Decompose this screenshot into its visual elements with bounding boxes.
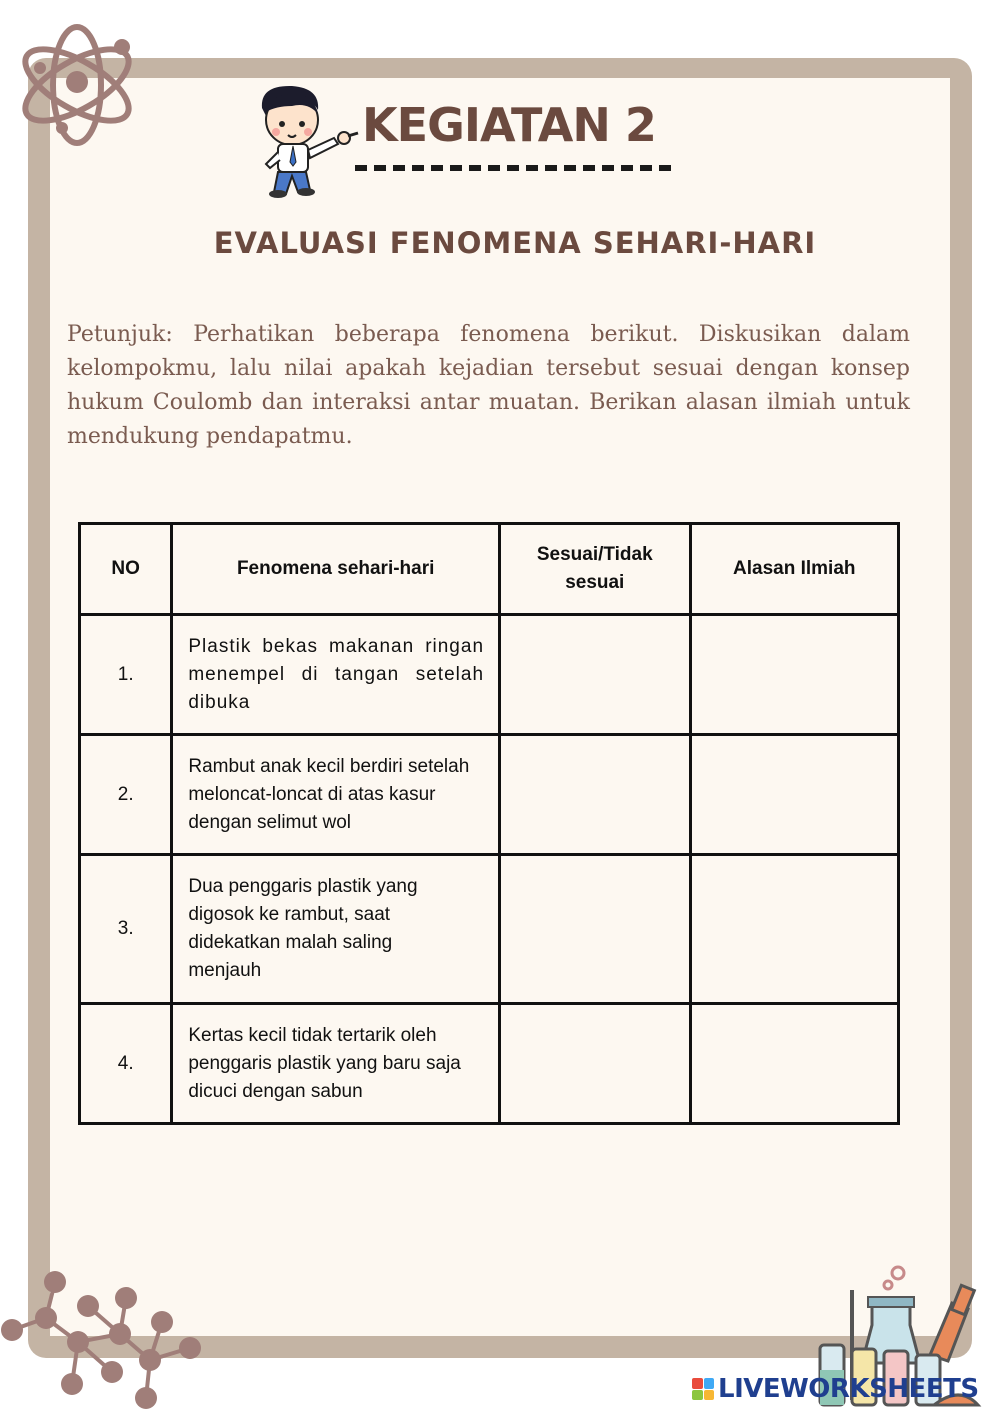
row-number: 3. <box>80 855 172 1004</box>
page-title: KEGIATAN 2 <box>362 98 656 152</box>
liveworksheets-watermark <box>692 1372 979 1406</box>
evaluation-table <box>78 522 900 1125</box>
row-number: 4. <box>80 1004 172 1124</box>
table-row <box>80 735 899 855</box>
header-fenomena: Fenomena sehari-hari <box>172 524 500 615</box>
brand-name: LIVEWORKSHEETS <box>718 1374 979 1404</box>
section-subtitle: EVALUASI FENOMENA SEHARI-HARI <box>213 226 817 260</box>
header-no: NO <box>80 524 172 615</box>
table-row <box>80 855 899 1004</box>
header-sesuai: Sesuai/Tidak sesuai <box>500 524 691 615</box>
fenomena-text: Dua penggaris plastik yang digosok ke rambut, saat didekatkan malah saling menjauh <box>172 855 500 1004</box>
alasan-answer-cell[interactable] <box>690 855 898 1004</box>
sesuai-answer-cell[interactable] <box>500 1004 691 1124</box>
instruction-text: Petunjuk: Perhatikan beberapa fenomena berikut. Diskusikan dalam kelompokmu, lalu nilai apakah kejadian tersebut sesuai dengan konsep hukum Coulomb dan interaksi antar muatan. Berikan alasan ilmiah untuk mendukung pendapatmu. <box>67 322 910 449</box>
row-number: 1. <box>80 615 172 735</box>
alasan-answer-cell[interactable] <box>690 735 898 855</box>
sesuai-answer-cell[interactable] <box>500 735 691 855</box>
row-number: 2. <box>80 735 172 855</box>
fenomena-text: Plastik bekas makanan ringan menempel di tangan setelah dibuka <box>172 615 500 735</box>
sesuai-answer-cell[interactable] <box>500 855 691 1004</box>
alasan-answer-cell[interactable] <box>690 1004 898 1124</box>
molecule-icon <box>0 1260 220 1414</box>
table-row <box>80 615 899 735</box>
sesuai-answer-cell[interactable] <box>500 615 691 735</box>
table-header-row <box>80 524 899 615</box>
fenomena-text: Rambut anak kecil berdiri setelah meloncat-loncat di atas kasur dengan selimut wol <box>172 735 500 855</box>
alasan-answer-cell[interactable] <box>690 615 898 735</box>
student-mascot-icon <box>252 80 362 200</box>
fenomena-text: Kertas kecil tidak tertarik oleh penggaris plastik yang baru saja dicuci dengan sabun <box>172 1004 500 1124</box>
header-alasan: Alasan Ilmiah <box>690 524 898 615</box>
liveworksheets-logo-icon <box>692 1378 714 1400</box>
atom-icon <box>10 20 145 150</box>
title-underline <box>355 165 673 171</box>
table-row <box>80 1004 899 1124</box>
